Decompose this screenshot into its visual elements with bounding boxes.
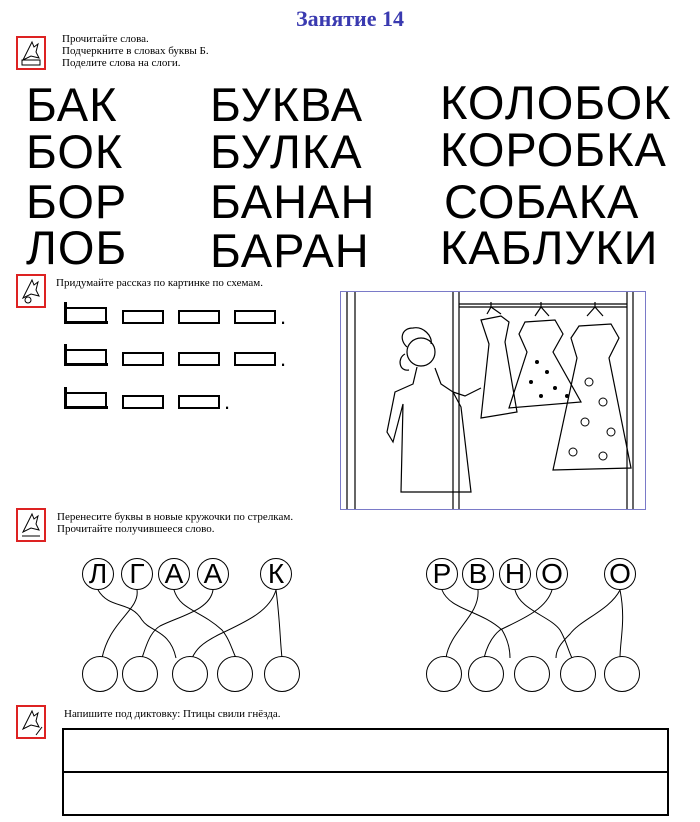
scheme-word-box (122, 352, 164, 366)
page-title: Занятие 14 (296, 6, 404, 31)
task1-line-2: Подчеркните в словах буквы Б. (62, 45, 209, 57)
task-dictation-icon (16, 705, 46, 739)
answer-circle[interactable] (560, 656, 596, 692)
letter-circle: В (462, 558, 494, 590)
scheme-first-word (64, 387, 108, 409)
scheme-word-box (122, 395, 164, 409)
scheme-row-2 (64, 344, 287, 371)
letter-circle: Г (121, 558, 153, 590)
word-col3-3: СОБАКА (444, 175, 640, 228)
task-story-icon (16, 274, 46, 308)
letter-circle: А (197, 558, 229, 590)
task1-line-1: Прочитайте слова. (62, 33, 149, 45)
answer-circle[interactable] (468, 656, 504, 692)
answer-circle[interactable] (264, 656, 300, 692)
answer-circle[interactable] (514, 656, 550, 692)
word-col1-1: БАК (26, 78, 118, 131)
task-read-icon (16, 36, 46, 70)
word-col1-3: БОР (26, 175, 128, 228)
letter-circle: О (604, 558, 636, 590)
task2-instructions: Придумайте рассказ по картинке по схемам. (56, 277, 263, 289)
answer-circle[interactable] (217, 656, 253, 692)
scheme-word-box (178, 310, 220, 324)
answer-circle[interactable] (604, 656, 640, 692)
scheme-word-box (178, 352, 220, 366)
task3-line-1: Перенесите буквы в новые кружочки по стрелкам. (57, 511, 294, 523)
letter-circle: А (158, 558, 190, 590)
scheme-first-word (64, 344, 108, 366)
word-col1-2: БОК (26, 125, 124, 178)
word-col2-4: БАРАН (210, 224, 370, 277)
scheme-end-mark: . (280, 304, 287, 329)
task4-instructions: Напишите под диктовку: Птицы свили гнёзда. (64, 708, 281, 720)
letter-circle: Н (499, 558, 531, 590)
girl-wardrobe-picture (340, 291, 646, 510)
word-col1-4: ЛОБ (26, 221, 128, 274)
task3-line-2: Прочитайте получившееся слово. (57, 523, 215, 535)
task1-instructions (62, 33, 209, 69)
word-col2-2: БУЛКА (210, 125, 363, 178)
letter-circle: О (536, 558, 568, 590)
task-letters-icon (16, 508, 46, 542)
scheme-first-word (64, 302, 108, 324)
answer-circle[interactable] (426, 656, 462, 692)
word-col3-2: КОРОБКА (440, 123, 667, 176)
scheme-row-3 (64, 387, 231, 414)
word-col2-1: БУКВА (210, 78, 364, 131)
scheme-word-box (234, 310, 276, 324)
word-col3-4: КАБЛУКИ (440, 221, 659, 274)
letter-circle: Л (82, 558, 114, 590)
word-col2-3: БАНАН (210, 175, 376, 228)
scheme-word-box (122, 310, 164, 324)
scheme-end-mark: . (280, 346, 287, 371)
scheme-row-1 (64, 302, 287, 329)
scheme-end-mark: . (224, 389, 231, 414)
scheme-word-box (234, 352, 276, 366)
writing-line-divider (62, 771, 669, 773)
letter-circle: К (260, 558, 292, 590)
letter-circle: Р (426, 558, 458, 590)
answer-circle[interactable] (82, 656, 118, 692)
task3-instructions (57, 511, 293, 535)
answer-circle[interactable] (172, 656, 208, 692)
task1-line-3: Поделите слова на слоги. (62, 57, 181, 69)
word-col3-1: КОЛОБОК (440, 76, 672, 129)
scheme-word-box (178, 395, 220, 409)
answer-circle[interactable] (122, 656, 158, 692)
